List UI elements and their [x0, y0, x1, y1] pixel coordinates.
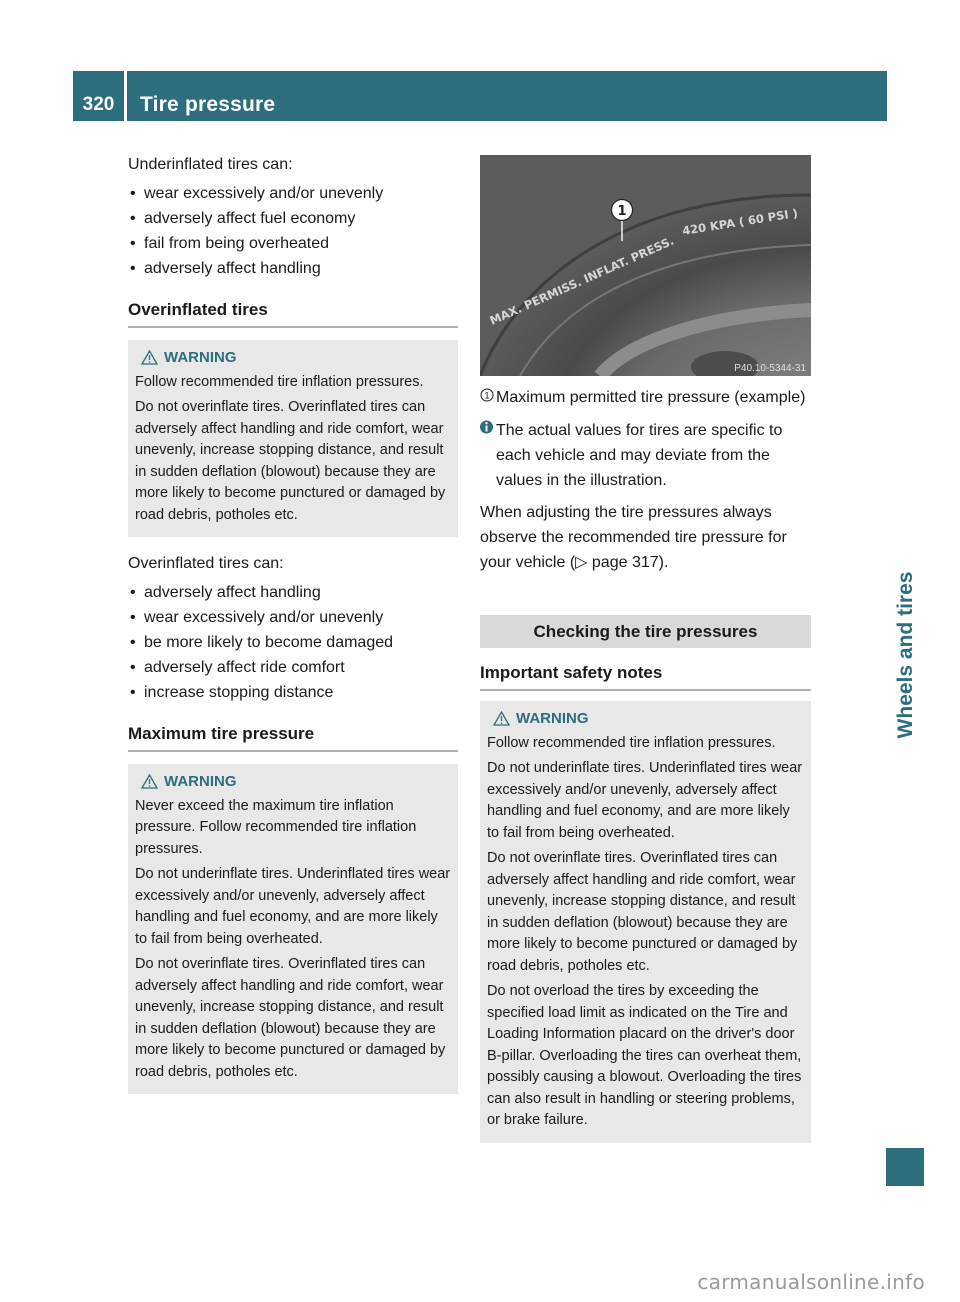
- pressure-label: 420 KPA ( 60 PSI ): [681, 205, 799, 238]
- warning-text: Never exceed the maximum tire inflation pressure. Follow recommended tire inflation pressures.: [135, 797, 417, 857]
- image-code: P40.10-5344-31: [734, 363, 806, 374]
- overinflated-list: [128, 580, 458, 705]
- warning-header: [141, 771, 451, 793]
- list-item: • fail from being overheated: [128, 231, 458, 256]
- warning-text: Do not underinflate tires. Underinflated tires wear excessively and/or unevenly, adversely affect handling and fuel economy, and are more likely to fail from being overheated.: [487, 760, 803, 841]
- sidewall-label: MAX. PERMISS. INFLAT. PRESS.: [487, 233, 676, 328]
- underinflated-list: [128, 181, 458, 281]
- left-column: [128, 152, 458, 1094]
- overinflated-heading: Overinflated tires: [128, 297, 458, 328]
- warning-text: Do not overload the tires by exceeding the specified load limit as indicated on the Tire and Loading Information placard on the driver's door B-pillar. Overloading the tires can overheat them, possibly causing a blowout. Overloading the tires can also result in handling or steering problems, or brake failure.: [487, 983, 802, 1128]
- info-note: [480, 418, 811, 493]
- right-column: [480, 155, 811, 1143]
- watermark: carmanualsonline.info: [697, 1270, 925, 1294]
- page-reference[interactable]: page 317).: [591, 554, 669, 571]
- section-heading: Checking the tire pressures: [480, 615, 811, 648]
- list-item: • be more likely to become damaged: [128, 630, 458, 655]
- figure-caption: [480, 385, 811, 410]
- page-title: Tire pressure: [140, 93, 276, 116]
- safety-notes-heading: Important safety notes: [480, 660, 811, 691]
- tire-sidewall-illustration: [480, 155, 811, 376]
- warning-text: Do not overinflate tires. Overinflated tires can adversely affect handling and ride comfort, wear unevenly, increase stopping distance, and result in sudden deflation (blowout) because they are more likely to become punctured or damaged by road debris, potholes etc.: [135, 956, 446, 1080]
- max-pressure-heading: Maximum tire pressure: [128, 721, 458, 752]
- caption-text: Maximum permitted tire pressure (example): [496, 389, 806, 406]
- header-divider: [124, 71, 127, 121]
- warning-text: Follow recommended tire inflation pressures.: [487, 734, 776, 751]
- side-tab-label: [887, 540, 924, 770]
- warning-box-safety: [480, 701, 811, 1143]
- adjust-paragraph: [480, 500, 811, 575]
- warning-label: WARNING: [164, 773, 237, 790]
- list-item: • wear excessively and/or unevenly: [128, 605, 458, 630]
- list-item: • adversely affect handling: [128, 580, 458, 605]
- svg-text:1: 1: [484, 390, 490, 401]
- list-item: • adversely affect ride comfort: [128, 655, 458, 680]
- page-ref-arrow-icon: ▷: [575, 554, 592, 571]
- info-icon: [480, 418, 496, 493]
- list-item: • increase stopping distance: [128, 680, 458, 705]
- tire-sidewall-figure: [480, 155, 811, 376]
- warning-text: Do not overinflate tires. Overinflated tires can adversely affect handling and ride comfort, wear unevenly, increase stopping distance, and result in sudden deflation (blowout) because they are more likely to become punctured or damaged by road debris, potholes etc.: [487, 850, 798, 974]
- warning-label: WARNING: [164, 349, 237, 366]
- warning-triangle-icon: [141, 350, 158, 365]
- warning-triangle-icon: [493, 711, 510, 726]
- page-number: 320: [82, 94, 115, 115]
- list-item: • wear excessively and/or unevenly: [128, 181, 458, 206]
- overinflated-intro: Overinflated tires can:: [128, 555, 284, 572]
- warning-header: [493, 708, 804, 730]
- warning-box-max-pressure: [128, 764, 458, 1094]
- caption-number-icon: [480, 385, 496, 410]
- side-tab-text: Wheels and tires: [893, 571, 917, 739]
- side-tab-marker: [886, 1148, 924, 1186]
- underinflated-intro: Underinflated tires can:: [128, 156, 293, 173]
- warning-text: Follow recommended tire inflation pressures.: [135, 373, 424, 390]
- warning-header: [141, 347, 451, 369]
- callout-number: 1: [617, 204, 627, 219]
- warning-text: Do not overinflate tires. Overinflated tires can adversely affect handling and ride comfort, wear unevenly, increase stopping distance, and result in sudden deflation (blowout) because they are more likely to become punctured or damaged by road debris, potholes etc.: [135, 399, 446, 523]
- warning-label: WARNING: [516, 710, 589, 727]
- list-item: • adversely affect fuel economy: [128, 206, 458, 231]
- warning-text: Do not underinflate tires. Underinflated tires wear excessively and/or unevenly, adversely affect handling and fuel economy, and are more likely to fail from being overheated.: [135, 866, 451, 947]
- adjust-text: When adjusting the tire pressures always observe the recommended tire pressure for your vehicle (: [480, 504, 787, 571]
- list-item: • adversely affect handling: [128, 256, 458, 281]
- warning-box-overinflation: [128, 340, 458, 537]
- warning-triangle-icon: [141, 774, 158, 789]
- info-text: The actual values for tires are specific to each vehicle and may deviate from the values in the illustration.: [496, 422, 783, 489]
